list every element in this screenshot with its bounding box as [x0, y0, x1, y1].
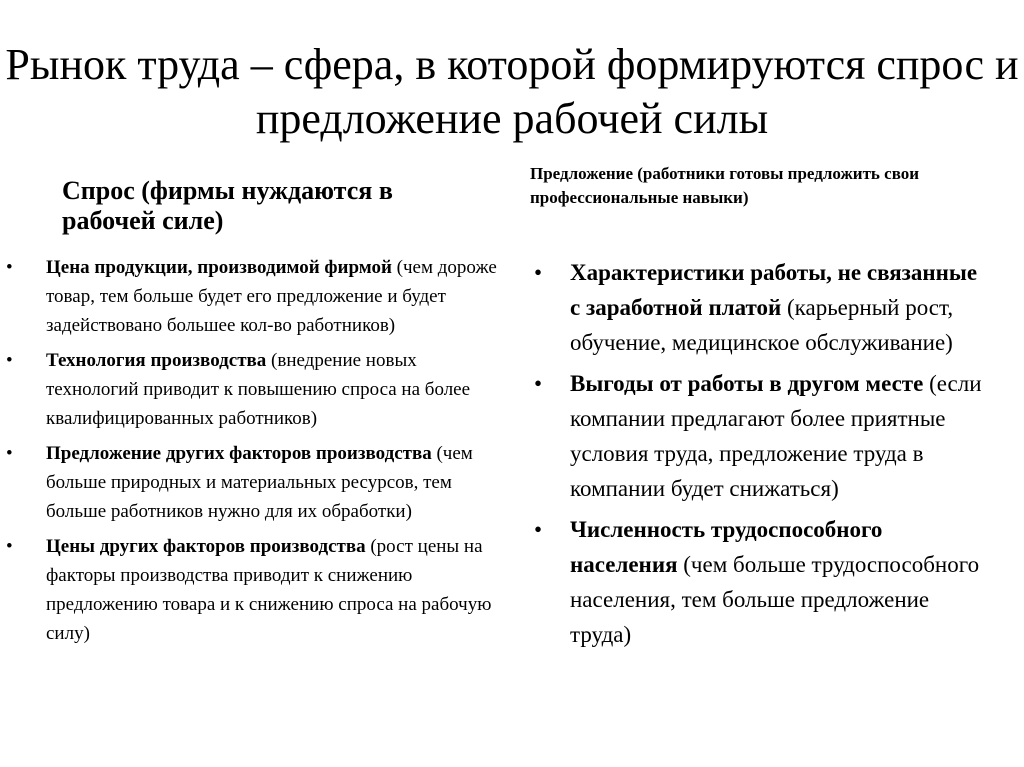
bullet-icon: •	[534, 517, 543, 542]
demand-item-title: Технология производства	[46, 350, 267, 371]
supply-item-text: (карьерный рост, обучение, медицинское обслуживание)	[570, 295, 954, 355]
demand-heading: Спрос (фирмы нуждаются в рабочей силе)	[62, 176, 393, 235]
demand-item-title: Предложение других факторов производства	[46, 443, 432, 464]
supply-item	[520, 366, 990, 506]
demand-item-title: Цена продукции, производимой фирмой	[46, 257, 392, 278]
demand-item	[0, 253, 500, 340]
supply-item-title: Характеристики работы, не связанные с заработной платой	[570, 260, 978, 320]
supply-item-title: Численность трудоспособного населения	[570, 517, 883, 577]
supply-item-text: (чем больше трудоспособного населения, тем больше предложение труда)	[570, 552, 980, 647]
demand-list	[0, 253, 500, 654]
slide-title: Рынок труда – сфера, в которой формируются спрос и предложение рабочей силы	[5, 40, 1019, 143]
supply-item	[520, 255, 990, 360]
bullet-icon: •	[6, 443, 13, 464]
demand-item-text: (чем больше природных и материальных ресурсов, тем больше работников нужно для их обработки)	[46, 443, 473, 522]
demand-item-text: (внедрение новых технологий приводит к повышению спроса на более квалифицированных работников)	[46, 350, 471, 429]
bullet-icon: •	[6, 257, 13, 278]
supply-item	[520, 512, 990, 652]
demand-item	[0, 532, 500, 648]
supply-list	[520, 255, 990, 658]
bullet-icon: •	[6, 350, 13, 371]
bullet-icon: •	[534, 371, 543, 396]
supply-item-title: Выгоды от работы в другом месте	[570, 371, 924, 396]
supply-heading: Предложение (работники готовы предложить свои профессиональные навыки)	[530, 164, 920, 207]
bullet-icon: •	[534, 260, 543, 285]
demand-item	[0, 346, 500, 433]
demand-item-text: (чем дороже товар, тем больше будет его предложение и будет задействовано большее кол-во работников)	[46, 257, 497, 336]
supply-item-text: (если компании предлагают более приятные условия труда, предложение труда в компании будет снижаться)	[570, 371, 982, 501]
bullet-icon: •	[6, 536, 13, 557]
demand-item-title: Цены других факторов производства	[46, 536, 366, 557]
demand-item-text: (рост цены на факторы производства приводит к снижению предложению товара и к снижению спроса на рабочую силу)	[46, 536, 492, 644]
demand-item	[0, 439, 500, 526]
